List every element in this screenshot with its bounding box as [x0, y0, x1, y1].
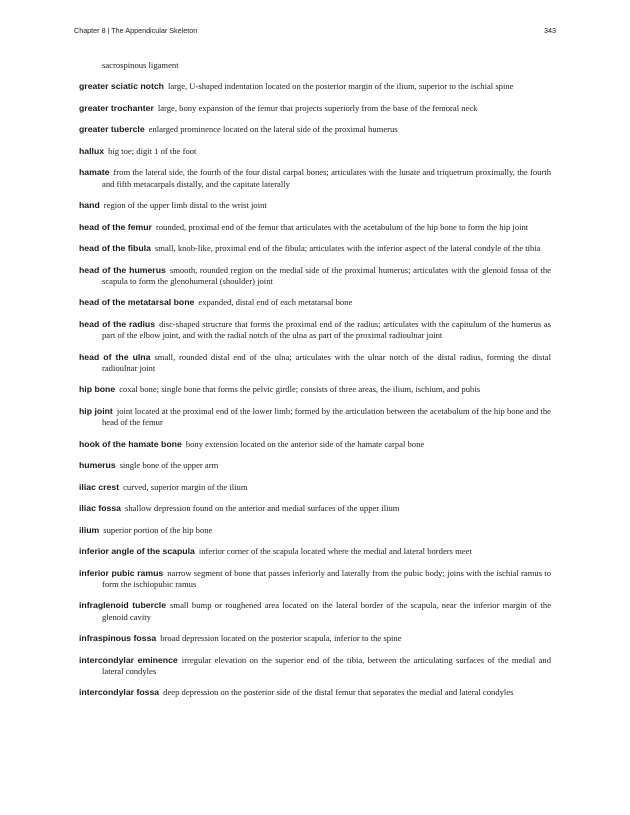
- glossary-entry: [79, 406, 551, 429]
- glossary-entry: [79, 600, 551, 623]
- glossary-term: head of the humerus: [79, 264, 166, 275]
- glossary-term: hamate: [79, 167, 110, 178]
- glossary-term: intercondylar fossa: [79, 687, 160, 698]
- glossary-term: intercondylar eminence: [79, 654, 178, 665]
- glossary-definition: enlarged prominence located on the lateral side of the proximal humerus: [148, 124, 398, 135]
- glossary-term: greater tubercle: [79, 124, 145, 135]
- glossary-term: head of the femur: [79, 221, 152, 232]
- glossary-definition: expanded, distal end of each metatarsal bone: [198, 297, 353, 308]
- glossary-definition: superior portion of the hip bone: [103, 524, 213, 535]
- glossary-term: ilium: [79, 524, 100, 535]
- glossary-definition: big toe; digit 1 of the foot: [108, 145, 197, 156]
- glossary-definition: large, bony expansion of the femur that projects superiorly from the base of the femoral neck: [157, 102, 478, 113]
- glossary-definition: disc-shaped structure that forms the proximal end of the radius; articulates with the capitulum of the humerus as part of the elbow joint, and with the radial notch of the ulna as part of the proximal radioulnar joint: [102, 318, 551, 341]
- glossary-entry: [79, 297, 551, 308]
- glossary-definition: coxal bone; single bone that forms the pelvic girdle; consists of three areas, the ilium, ischium, and pubis: [119, 384, 481, 395]
- glossary-entry: [79, 319, 551, 342]
- glossary-term: iliac fossa: [79, 503, 122, 514]
- glossary-definition: single bone of the upper arm: [119, 460, 219, 471]
- glossary-term: head of the metatarsal bone: [79, 297, 195, 308]
- glossary-term: hand: [79, 200, 100, 211]
- glossary-entry: [79, 525, 551, 536]
- glossary-term: inferior angle of the scapula: [79, 546, 195, 557]
- glossary-term: hallux: [79, 145, 105, 156]
- glossary-entry: [79, 81, 551, 92]
- glossary-term: iliac crest: [79, 481, 120, 492]
- glossary-entry: [79, 503, 551, 514]
- glossary-entry: [79, 352, 551, 375]
- glossary-continuation: sacrospinous ligament: [102, 60, 179, 70]
- glossary-term: head of the ulna: [79, 351, 151, 362]
- glossary-entry: [79, 146, 551, 157]
- glossary-term: hook of the hamate bone: [79, 438, 182, 449]
- chapter-title: Chapter 8 | The Appendicular Skeleton: [74, 26, 198, 35]
- page-header: [74, 26, 556, 38]
- glossary-entry: [79, 633, 551, 644]
- glossary-definition: small, knob-like, proximal end of the fibula; articulates with the inferior aspect of the lateral condyle of the tibia: [154, 243, 541, 254]
- glossary-definition: rounded, proximal end of the femur that articulates with the acetabulum of the hip bone to form the hip joint: [155, 221, 529, 232]
- glossary-entry: [79, 568, 551, 591]
- glossary-definition: large, U-shaped indentation located on the posterior margin of the ilium, superior to the ischial spine: [167, 81, 514, 92]
- glossary-definition: joint located at the proximal end of the lower limb; formed by the articulation between the acetabulum of the hip bone and the head of the femur: [102, 405, 551, 428]
- glossary-definition: shallow depression found on the anterior and medial surfaces of the upper ilium: [125, 503, 400, 514]
- glossary-term: greater trochanter: [79, 102, 154, 113]
- glossary-term: humerus: [79, 460, 116, 471]
- glossary-definition: from the lateral side, the fourth of the four distal carpal bones; articulates with the lunate and triquetrum proximally, the fourth and fifth metacarpals distally, and the capitate laterally: [102, 167, 551, 189]
- glossary-entry: [79, 655, 551, 678]
- glossary-term: head of the radius: [79, 318, 156, 329]
- glossary-entry: [79, 103, 551, 114]
- glossary-definition: curved, superior margin of the ilium: [123, 481, 248, 492]
- glossary-entry: [79, 167, 551, 190]
- glossary-entry: [79, 687, 551, 698]
- glossary-entry: [79, 265, 551, 288]
- page-number: 343: [544, 26, 556, 35]
- glossary-list: [79, 60, 551, 709]
- glossary-entry: [79, 200, 551, 211]
- glossary-term: hip bone: [79, 384, 116, 395]
- glossary-term: head of the fibula: [79, 243, 151, 254]
- glossary-definition: small bump or roughened area located on the lateral border of the scapula, near the inferior margin of the glenoid cavity: [102, 600, 552, 622]
- glossary-entry: [79, 546, 551, 557]
- glossary-entry: [79, 222, 551, 233]
- glossary-term: greater sciatic notch: [79, 81, 164, 92]
- glossary-definition: deep depression on the posterior side of the distal femur that separates the medial and lateral condyles: [163, 687, 514, 698]
- glossary-term: inferior pubic ramus: [79, 567, 164, 578]
- glossary-entry: [79, 482, 551, 493]
- glossary-definition: inferior corner of the scapula located where the medial and lateral borders meet: [198, 546, 472, 557]
- glossary-term: hip joint: [79, 405, 113, 416]
- glossary-definition: region of the upper limb distal to the wrist joint: [103, 200, 267, 211]
- glossary-entry: [79, 384, 551, 395]
- glossary-definition: small, rounded distal end of the ulna; articulates with the ulnar notch of the distal radius, forming the distal radioulnar joint: [102, 351, 551, 373]
- glossary-entry: [79, 243, 551, 254]
- glossary-entries: [79, 81, 551, 698]
- glossary-term: infraglenoid tubercle: [79, 600, 167, 611]
- glossary-definition: narrow segment of bone that passes inferiorly and laterally from the pubic body; joins with the ischial ramus to form the ischiopubic ramus: [102, 567, 551, 589]
- glossary-definition: broad depression located on the posterior scapula, inferior to the spine: [160, 633, 402, 644]
- glossary-entry: [79, 460, 551, 471]
- glossary-definition: bony extension located on the anterior side of the hamate carpal bone: [185, 438, 425, 449]
- glossary-entry: [79, 439, 551, 450]
- glossary-entry: [79, 124, 551, 135]
- glossary-definition: irregular elevation on the superior end of the tibia, between the articulating surfaces of the medial and lateral condyles: [102, 654, 552, 676]
- glossary-definition: smooth, rounded region on the medial side of the proximal humerus; articulates with the glenoid fossa of the scapula to form the glenohumeral (shoulder) joint: [102, 264, 551, 286]
- glossary-term: infraspinous fossa: [79, 633, 157, 644]
